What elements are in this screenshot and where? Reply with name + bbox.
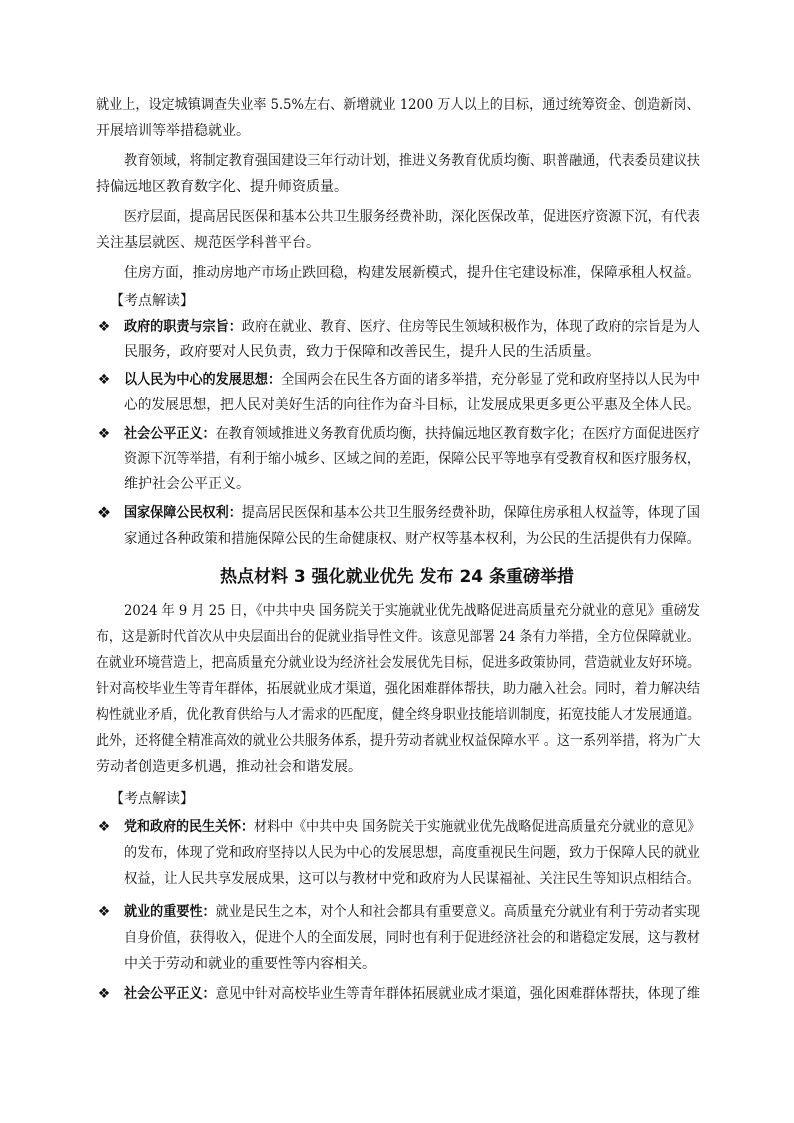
paragraph-line2: 布，这是新时代首次从中央层面出台的促就业指导性文件。该意见部署 24 条有力举措，全方位保障就业。 [96,629,700,645]
bullet-item-text: 意见中针对高校毕业生等青年群体拓展就业成才渠道，强化困难群体帮扶，体现了维 [215,986,701,1002]
paragraph-line5: 构性就业矛盾，优化教育供给与人才需求的匹配度，健全终身职业技能培训制度，拓宽技能人才发展通道。 [96,707,700,723]
bullet-item-3-line2: 资源下沉等举措，有利于缩小城乡、区域之间的差距，保障公民平等地享有受教育权和医疗服务权， [124,451,701,467]
bullet-item-1-line2: 民服务，政府要对人民负责，致力于保障和改善民生，提升人民的生活质量。 [124,344,600,360]
diamond-bullet-icon: ❖ [97,426,111,442]
bullet-item-3-line1 [124,424,700,444]
bullet-item-5-line2: 的发布，体现了党和政府坚持以人民为中心的发展思想，高度重视民生问题，致力于保障人民的就业 [124,845,701,861]
bullet-item-2-line1 [124,370,700,390]
bullet-item-label: 社会公平正义： [124,426,216,442]
kaodian-label: 【考点解读】 [110,791,194,807]
diamond-bullet-icon: ❖ [97,319,111,335]
paragraph-medical-line1: 医疗层面，提高居民医保和基本公共卫生服务经费补助，深化医保改革，促进医疗资源下沉，有代表 [124,209,701,225]
paragraph-medical-line2: 关注基层就医、规范医学科普平台。 [96,235,320,251]
diamond-bullet-icon: ❖ [97,986,111,1002]
paragraph-employment-line1: 就业上，设定城镇调查失业率 5.5%左右、新增就业 1200 万人以上的目标，通过统筹资金、创造新岗、 [96,97,700,113]
paragraph-line3: 在就业环境营造上，把高质量充分就业设为经济社会发展优先目标，促进多政策协同，营造就业友好环境。 [96,655,700,671]
bullet-item-label: 就业的重要性： [124,904,216,920]
paragraph-line7: 劳动者创造更多机遇，推动社会和谐发展。 [96,759,362,775]
bullet-item-5-line1 [124,817,700,837]
bullet-item-label: 政府的职责与宗旨： [124,319,242,335]
bullet-item-3-line3: 维护社会公平正义。 [124,476,250,492]
bullet-item-label: 以人民为中心的发展思想： [124,372,282,388]
bullet-item-5-line3: 权益，让人民共享发展成果，这可以与教材中党和政府为人民谋福祉、关注民生等知识点相结合。 [124,871,700,887]
diamond-bullet-icon: ❖ [97,904,111,920]
bullet-item-7-line1 [124,984,700,1004]
diamond-bullet-icon: ❖ [96,503,112,522]
kaodian-label: 【考点解读】 [110,293,194,309]
bullet-item-4-line2: 家通过各种政策和措施保障公民的生命健康权、财产权等基本权利，为公民的生活提供有力保障。 [124,531,700,547]
bullet-item-text: 全国两会在民生各方面的诸多举措，充分彰显了党和政府坚持以人民为中 [281,372,701,388]
diamond-bullet-icon: ❖ [97,819,111,835]
paragraph-education-line2: 持偏远地区教育数字化、提升师资质量。 [96,179,348,195]
bullet-item-label: 社会公平正义： [124,986,216,1002]
bullet-item-2-line2: 心的发展思想，把人民对美好生活的向往作为奋斗目标，让发展成果更多更公平惠及全体人民。 [124,397,701,413]
paragraph-line6: 此外，还将健全精准高效的就业公共服务体系，提升劳动者就业权益保障水平 。这一系列举措，将为广大 [96,733,701,749]
bullet-item-6-line1 [124,902,700,922]
bullet-item-text: 就业是民生之本，对个人和社会都具有重要意义。高质量充分就业有利于劳动者实现 [215,904,701,920]
paragraph-line1: 2024 年 9 月 25 日，《中共中央 国务院关于实施就业优先战略促进高质量充分就业的意见》重磅发 [124,603,701,619]
paragraph-employment-line2: 开展培训等举措稳就业。 [96,123,250,139]
section-heading: 热点材料 3 强化就业优先 发布 24 条重磅举措 [219,567,575,587]
bullet-item-label: 党和政府的民生关怀： [124,819,255,835]
bullet-item-text: 在教育领域推进义务教育优质均衡，扶持偏远地区教育数字化；在医疗方面促进医疗 [215,426,701,442]
bullet-item-text: 政府在就业、教育、医疗、住房等民生领域积极作为，体现了政府的宗旨是为人 [241,319,701,335]
bullet-item-text: 材料中《中共中央 国务院关于实施就业优先战略促进高质量充分就业的意见》 [254,819,701,835]
bullet-item-6-line3: 中关于劳动和就业的重要性等内容相关。 [124,956,376,972]
bullet-item-4-line1 [124,503,700,523]
bullet-item-1-line1 [124,317,700,337]
bullet-item-label: 国家保障公民权利： [124,505,242,521]
bullet-item-6-line2: 自身价值，获得收入，促进个人的全面发展，同时也有利于促进经济社会的和谐稳定发展，这与教材 [124,930,701,946]
paragraph-housing: 住房方面，推动房地产市场止跌回稳，构建发展新模式，提升住宅建设标准，保障承租人权益。 [124,265,701,281]
bullet-item-text: 提高居民医保和基本公共卫生服务经费补助，保障住房承租人权益等，体现了国 [241,505,701,521]
diamond-bullet-icon: ❖ [97,372,111,388]
paragraph-line4: 针对高校毕业生等青年群体，拓展就业成才渠道，强化困难群体帮扶，助力融入社会。同时，着力解决结 [96,681,701,697]
paragraph-education-line1: 教育领域，将制定教育强国建设三年行动计划，推进义务教育优质均衡、职普融通，代表委员建议扶 [124,153,701,169]
